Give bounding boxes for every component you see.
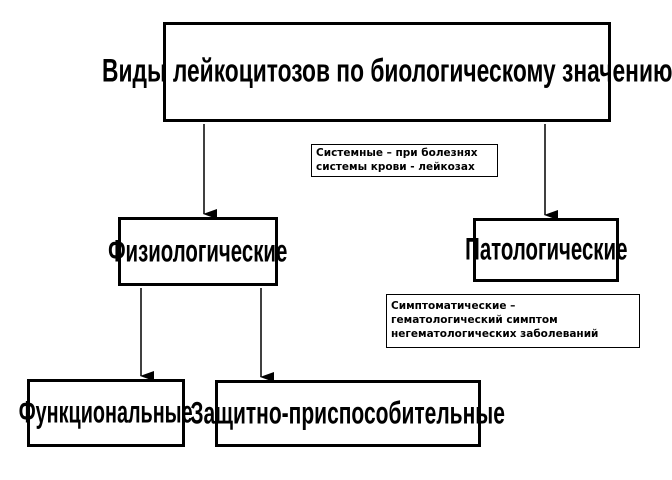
note-symptomatic xyxy=(386,294,640,348)
diagram-title: Виды лейкоцитозов по биологическому значению xyxy=(101,53,672,90)
node-protective xyxy=(190,380,506,447)
node-physiological-label: Физиологические xyxy=(108,233,288,269)
note-systemic-line-1: Системные – при болезнях xyxy=(316,147,478,159)
node-pathological-label: Патологические xyxy=(464,232,628,267)
node-functional-label: Функциональные xyxy=(19,395,193,430)
node-pathological xyxy=(464,218,628,282)
node-protective-label: Защитно-приспособительные xyxy=(190,395,506,431)
note-systemic-line-2: системы крови - лейкозах xyxy=(316,161,475,173)
diagram-title-box xyxy=(101,22,672,122)
node-functional xyxy=(19,379,193,447)
node-physiological xyxy=(108,217,288,286)
note-symptomatic-line-2: гематологический симптом xyxy=(391,314,558,326)
note-symptomatic-line-3: негематологических заболеваний xyxy=(391,328,599,340)
note-systemic xyxy=(311,144,498,177)
note-symptomatic-line-1: Симптоматические – xyxy=(391,300,516,312)
